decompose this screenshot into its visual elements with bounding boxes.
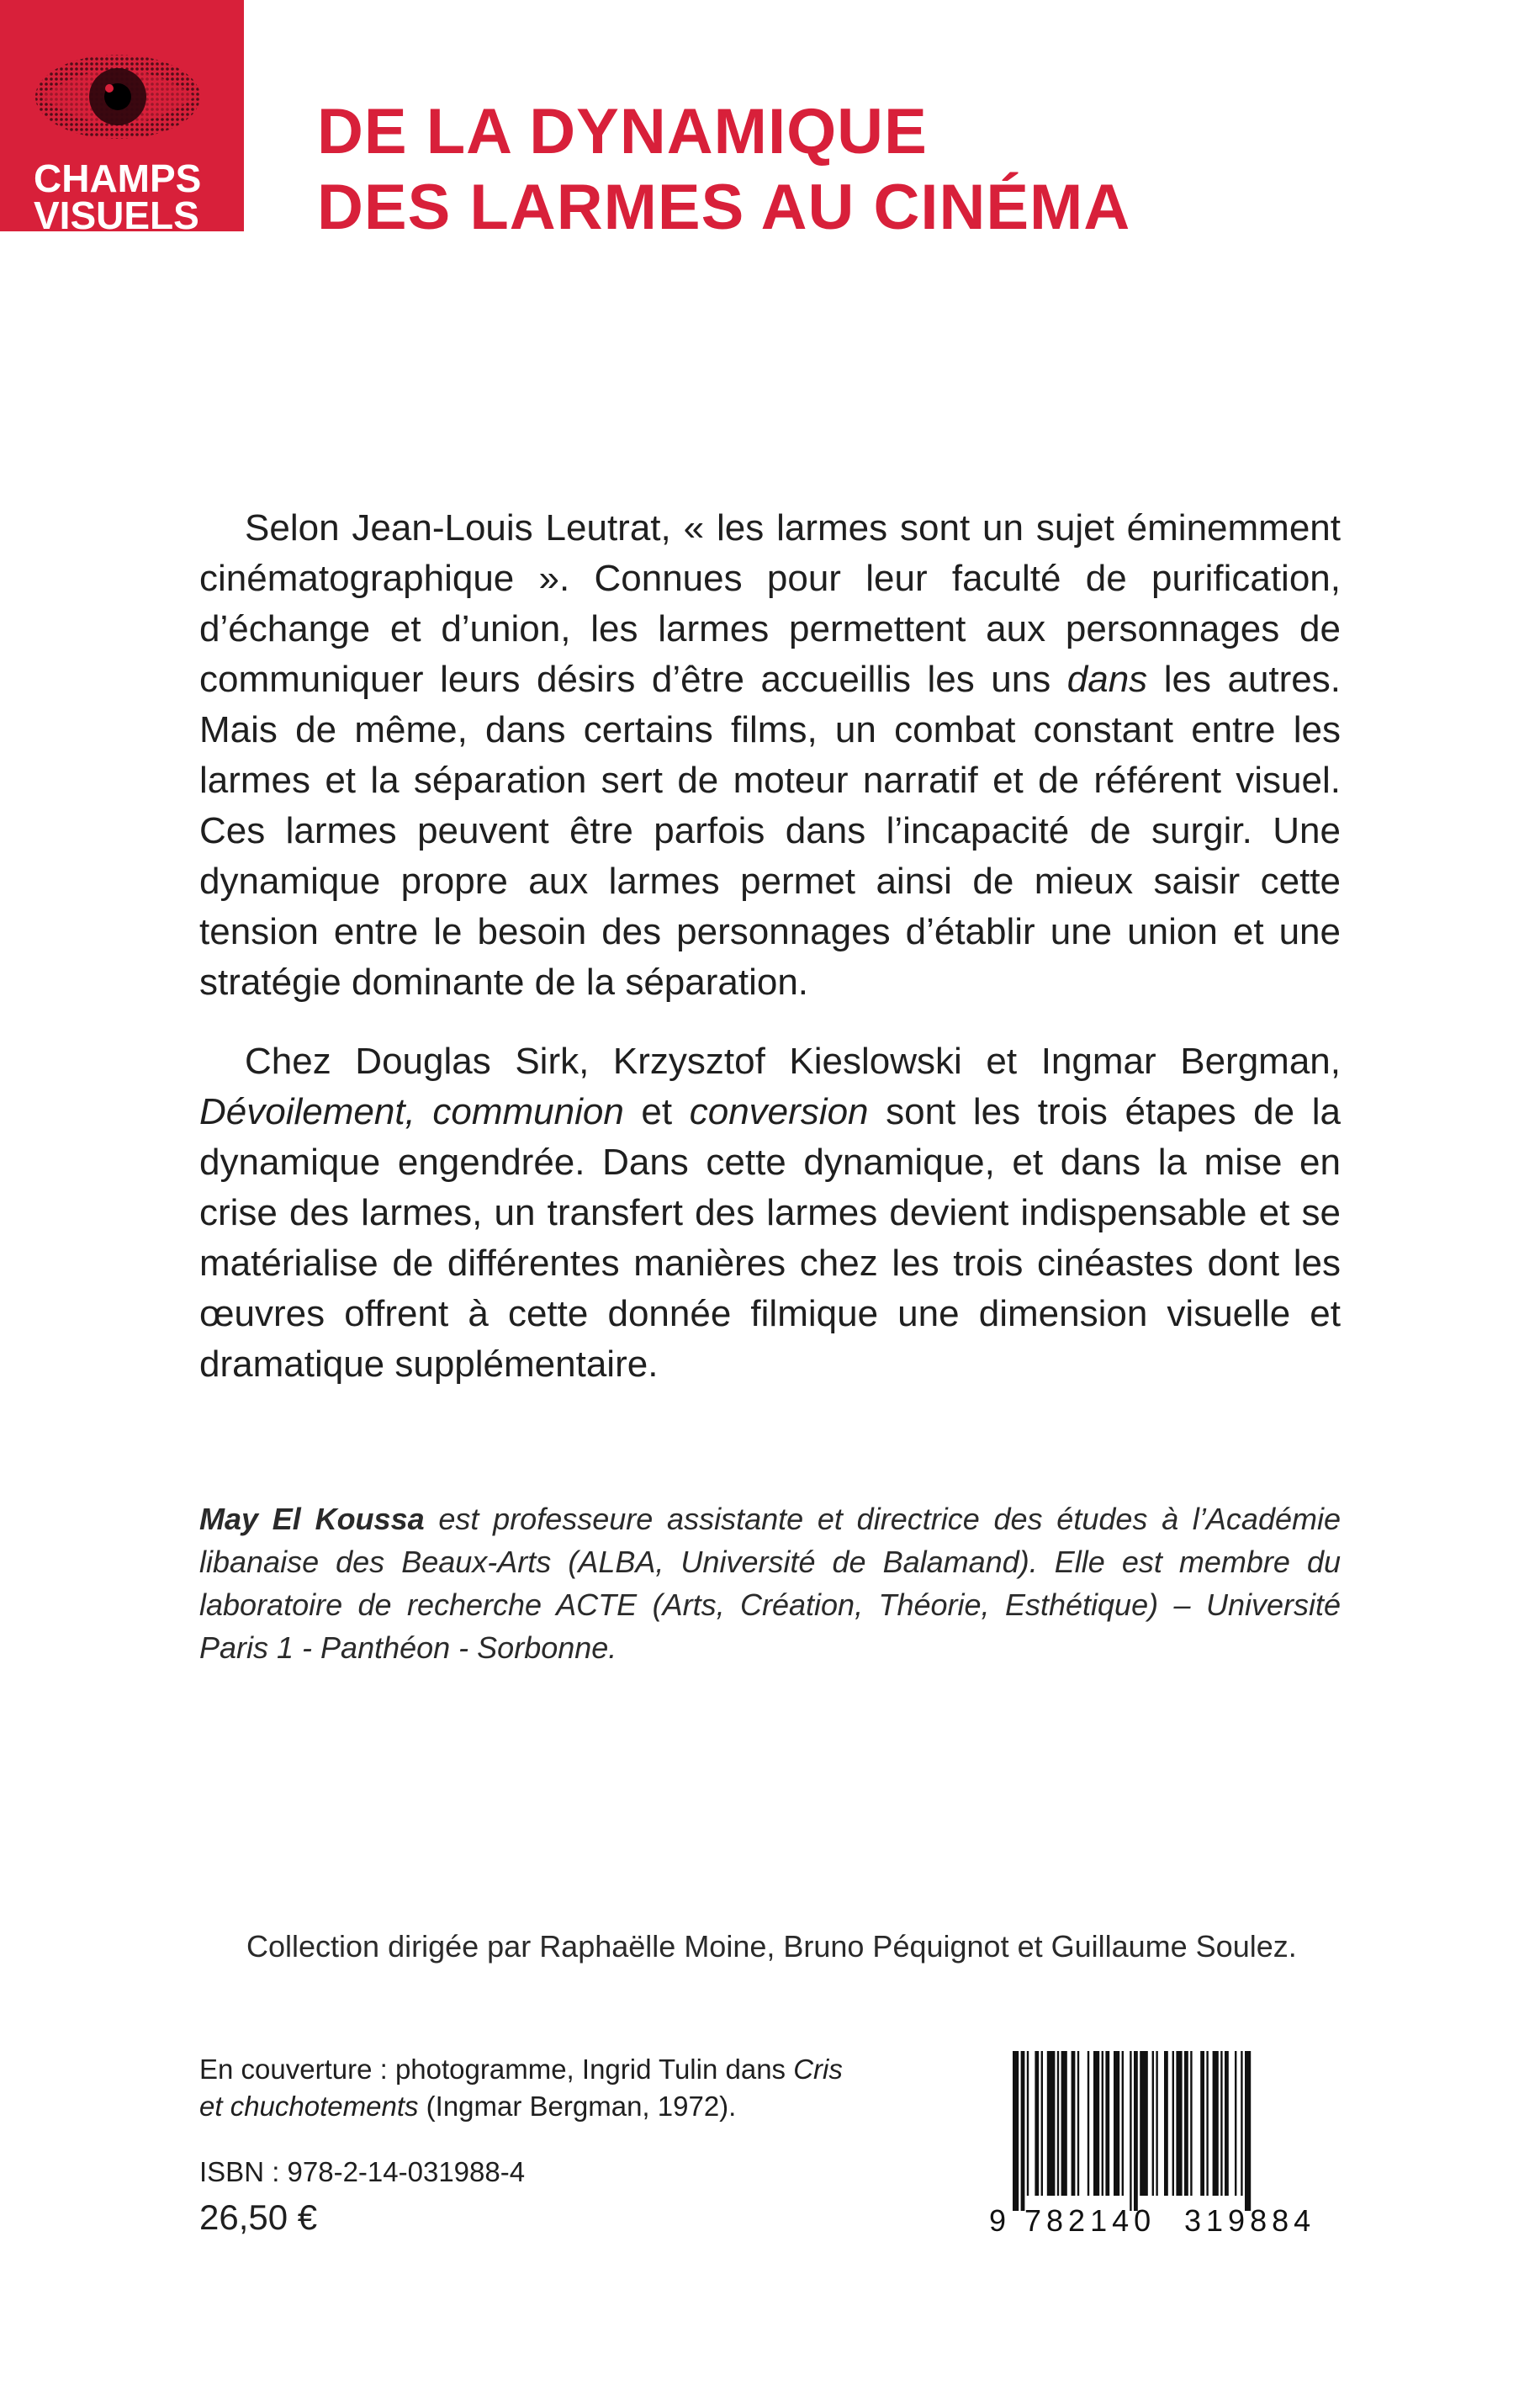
author-name: May El Koussa	[199, 1502, 425, 1536]
barcode-bar	[1245, 2051, 1251, 2211]
barcode-bar	[1130, 2051, 1131, 2211]
barcode-bar	[1093, 2051, 1099, 2196]
barcode-bar	[1088, 2051, 1089, 2196]
barcode-bar	[1021, 2051, 1025, 2211]
barcode-bar	[1122, 2051, 1124, 2196]
barcode-left-digits: 782140	[1024, 2203, 1156, 2238]
barcode-bar	[1220, 2051, 1222, 2196]
barcode-bar	[1190, 2051, 1192, 2196]
summary-p1-text-a: Selon Jean-Louis Leutrat, « les larmes sont un sujet éminemment cinématographique ». Connues pour leur faculté de purification, d’échange et d’union, les larmes permettent aux personnages de communiquer leurs désirs d’être accueillis les uns	[199, 507, 1341, 700]
author-bio	[199, 1497, 1341, 1669]
collection-directors: Collection dirigée par Raphaëlle Moine, Bruno Péquignot et Guillaume Soulez.	[246, 1929, 1297, 1964]
summary-p1-emphasis: dans	[1066, 659, 1148, 700]
bio-text: est professeure assistante et directrice des études à l’Académie libanaise des Beaux-Arts (ALBA, Université de Balamand). Elle est membre du laboratoire de recherche ACTE (Arts, Création, Théorie, Esthétique) – Université Paris 1 - Panthéon - Sorbonne.	[199, 1502, 1342, 1665]
barcode-bar	[1061, 2051, 1067, 2196]
barcode-bar	[1206, 2051, 1208, 2196]
barcode-bar	[1077, 2051, 1079, 2196]
barcode-bar	[1225, 2051, 1229, 2196]
summary-p2-text-b: et	[623, 1091, 690, 1132]
barcode-bar	[1176, 2051, 1182, 2196]
barcode-bar	[1241, 2051, 1242, 2196]
summary-p2-emphasis-2: conversion	[689, 1091, 869, 1132]
barcode-bar	[1013, 2051, 1019, 2211]
barcode-bar	[1164, 2051, 1168, 2196]
barcode-bar	[1156, 2051, 1157, 2196]
barcode-bar	[1035, 2051, 1039, 2196]
logo-line-2: VISUELS	[34, 193, 199, 231]
logo-text	[34, 156, 235, 231]
barcode-bar	[1152, 2051, 1154, 2196]
summary-p2-emphasis-1: Dévoilement, communion	[199, 1091, 624, 1132]
barcode-first-digit: 9	[989, 2203, 1007, 2238]
barcode-bar	[1027, 2051, 1029, 2196]
summary-p1-text-b: les autres. Mais de même, dans certains films, un combat constant entre les larmes et la séparation sert de moteur narratif et de référent visuel. Ces larmes peuvent être parfois dans l’incapacité de surgir. Une dynamique propre aux larmes permet ainsi de mieux saisir cette tension entre le besoin des personnages d’établir une union et une stratégie dominante de la séparation.	[199, 659, 1341, 1003]
price: 26,50 €	[199, 2197, 318, 2237]
barcode-bar	[1172, 2051, 1174, 2196]
barcode-bar	[1102, 2051, 1103, 2196]
barcode-right-digits: 319884	[1184, 2203, 1316, 2238]
title-line-1: DE LA DYNAMIQUE	[317, 96, 928, 167]
barcode-bar	[1140, 2051, 1148, 2196]
barcode-bar	[1235, 2051, 1236, 2196]
barcode-bar	[1200, 2051, 1204, 2196]
credits-suffix: (Ingmar Bergman, 1972).	[418, 2091, 737, 2122]
barcode-bar	[1105, 2051, 1109, 2196]
barcode-bar	[1134, 2051, 1138, 2211]
barcode-bar	[1072, 2051, 1076, 2196]
isbn: ISBN : 978-2-14-031988-4	[199, 2156, 526, 2187]
credits-film-title: Cris et chuchotements	[199, 2054, 843, 2122]
cover-credits	[199, 2051, 855, 2125]
barcode-bar	[1047, 2051, 1056, 2196]
collection-logo	[0, 0, 244, 231]
summary-paragraph-2	[199, 1036, 1341, 1390]
barcode-bars	[1013, 2051, 1251, 2211]
barcode-bar	[1184, 2051, 1188, 2196]
title-line-2: DES LARMES AU CINÉMA	[317, 172, 1131, 243]
barcode-bar	[1213, 2051, 1219, 2196]
summary-p2-text-c: sont les trois étapes de la dynamique engendrée. Dans cette dynamique, et dans la mise en crise des larmes, un transfert des larmes devient indispensable et se matérialise de différentes manières chez les trois cinéastes dont les œuvres offrent à cette donnée filmique une dimension visuelle et dramatique supplémentaire.	[199, 1091, 1341, 1385]
book-title	[317, 94, 1410, 246]
credits-prefix: En couverture : photogramme, Ingrid Tulin dans	[199, 2054, 794, 2085]
logo-line-1: CHAMPS	[34, 156, 202, 200]
summary-p2-text-a: Chez Douglas Sirk, Krzysztof Kieslowski et Ingmar Bergman,	[245, 1041, 1341, 1082]
barcode-icon	[984, 2044, 1346, 2238]
barcode-bar	[1114, 2051, 1119, 2196]
summary	[199, 503, 1341, 1390]
summary-paragraph-1	[199, 503, 1341, 1008]
barcode-bar	[1041, 2051, 1043, 2196]
barcode-bar	[1057, 2051, 1059, 2196]
eye-icon	[34, 46, 202, 147]
